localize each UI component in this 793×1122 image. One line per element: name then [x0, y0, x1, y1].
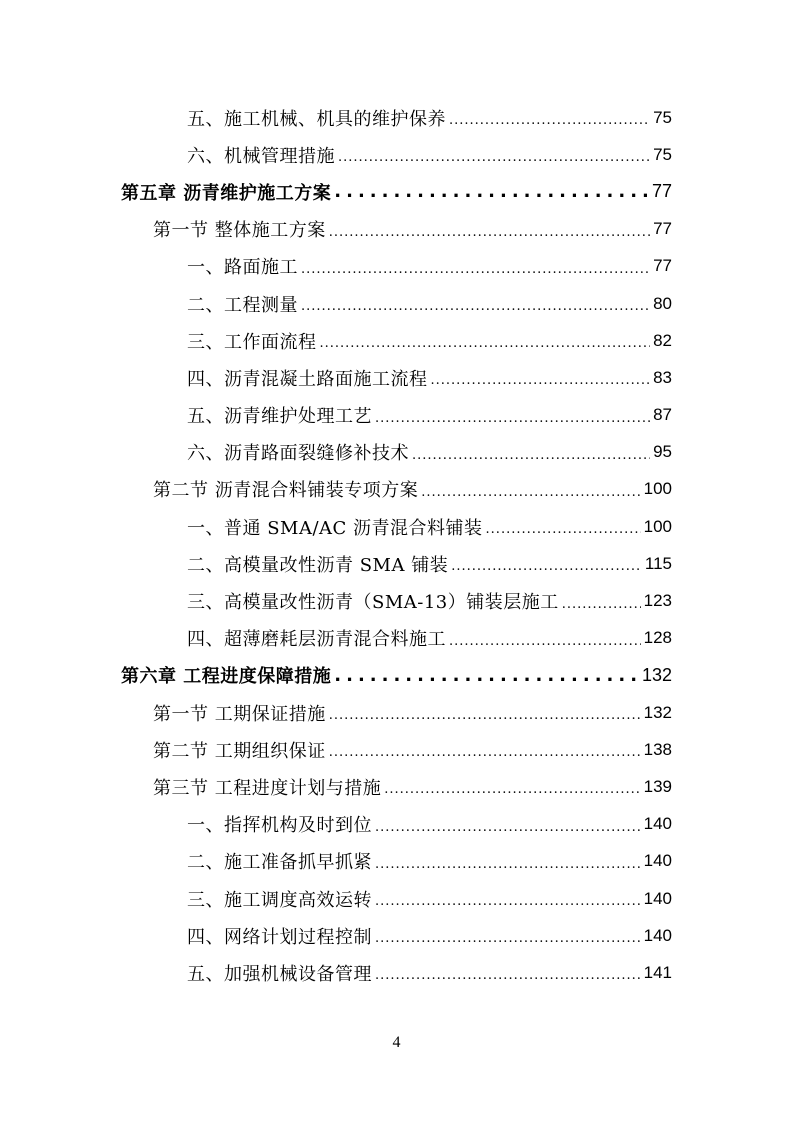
- toc-entry[interactable]: [0, 657, 793, 694]
- toc-entry-page: 140: [643, 851, 672, 871]
- dot-leader: [375, 894, 641, 909]
- toc-entry-page: 77: [653, 256, 672, 276]
- toc-entry-label: 六、机械管理措施: [187, 145, 335, 167]
- toc-entry-label: 五、施工机械、机具的维护保养: [187, 108, 446, 130]
- toc-entry-page: 140: [643, 814, 672, 834]
- dot-leader: [329, 225, 650, 240]
- toc-entry-page: 141: [643, 962, 672, 982]
- toc-entry[interactable]: [0, 508, 793, 545]
- toc-entry-label: 四、超薄磨耗层沥青混合料施工: [187, 629, 446, 651]
- dot-leader: [562, 597, 641, 612]
- toc-entry-label: 一、普通 SMA/AC 沥青混合料铺装: [187, 517, 483, 539]
- toc-entry-page: 132: [641, 664, 672, 685]
- toc-entry[interactable]: [0, 545, 793, 582]
- toc-entry-label: 一、指挥机构及时到位: [187, 815, 372, 837]
- dot-leader: [375, 931, 641, 946]
- toc-entry-page: 77: [651, 181, 672, 202]
- toc-entry-label: 五、沥青维护处理工艺: [187, 406, 372, 428]
- dot-leader: [449, 113, 650, 128]
- toc-entry-page: 100: [643, 479, 672, 499]
- toc-entry-page: 83: [653, 367, 672, 387]
- dot-leader: [486, 522, 641, 537]
- dot-leader: [320, 336, 651, 351]
- toc-entry-label: 第五章 沥青维护施工方案: [121, 182, 332, 204]
- dot-leader: [334, 181, 649, 202]
- dot-leader: [421, 485, 640, 500]
- toc-entry[interactable]: [0, 285, 793, 322]
- dot-leader: [375, 968, 641, 983]
- toc-entry[interactable]: [0, 768, 793, 805]
- toc-entry-label: 第二节 工期组织保证: [153, 740, 326, 762]
- toc-entry-label: 四、沥青混凝土路面施工流程: [187, 368, 428, 390]
- toc-entry-page: 140: [643, 888, 672, 908]
- toc-entry-page: 100: [643, 516, 672, 536]
- page-number: 4: [392, 1034, 401, 1051]
- toc-entry-label: 第二节 沥青混合料铺装专项方案: [153, 480, 419, 502]
- toc-entry-page: 82: [653, 330, 672, 350]
- toc-entry-page: 115: [644, 553, 672, 573]
- dot-leader: [301, 262, 650, 277]
- toc-entry-page: 75: [653, 107, 672, 127]
- toc-entry[interactable]: [0, 880, 793, 917]
- toc-entry-page: 128: [643, 628, 672, 648]
- toc-entry-page: 75: [653, 144, 672, 164]
- toc-entry[interactable]: [0, 248, 793, 285]
- dot-leader: [329, 708, 641, 723]
- toc-entry-label: 第一节 整体施工方案: [153, 220, 326, 242]
- toc-entry[interactable]: [0, 322, 793, 359]
- toc-entry-label: 一、路面施工: [187, 257, 298, 279]
- toc-entry-page: 132: [643, 702, 672, 722]
- toc-entry-label: 五、加强机械设备管理: [187, 963, 372, 985]
- toc-entry-label: 三、工作面流程: [187, 331, 317, 353]
- toc-entry[interactable]: [0, 917, 793, 954]
- toc-entry-label: 第三节 工程进度计划与措施: [153, 777, 382, 799]
- dot-leader: [375, 820, 641, 835]
- toc-entry-label: 三、高模量改性沥青（SMA-13）铺装层施工: [187, 592, 559, 614]
- dot-leader: [375, 857, 641, 872]
- dot-leader: [449, 634, 641, 649]
- toc-entry[interactable]: [0, 620, 793, 657]
- toc-entry-page: 140: [643, 925, 672, 945]
- toc-entry[interactable]: [0, 694, 793, 731]
- toc-entry[interactable]: [0, 434, 793, 471]
- toc-entry[interactable]: [0, 471, 793, 508]
- dot-leader: [412, 448, 650, 463]
- toc-entry[interactable]: [0, 99, 793, 136]
- table-of-contents: [0, 99, 793, 992]
- toc-entry-label: 第一节 工期保证措施: [153, 703, 326, 725]
- toc-entry[interactable]: [0, 582, 793, 619]
- toc-entry[interactable]: [0, 843, 793, 880]
- toc-entry[interactable]: [0, 731, 793, 768]
- dot-leader: [431, 373, 651, 388]
- toc-entry-label: 二、施工准备抓早抓紧: [187, 852, 372, 874]
- toc-entry[interactable]: [0, 397, 793, 434]
- toc-entry-page: 138: [643, 739, 672, 759]
- dot-leader: [334, 665, 639, 686]
- toc-entry[interactable]: [0, 806, 793, 843]
- toc-entry-page: 77: [653, 219, 672, 239]
- toc-entry[interactable]: [0, 954, 793, 991]
- toc-entry-label: 六、沥青路面裂缝修补技术: [187, 443, 409, 465]
- toc-entry[interactable]: [0, 211, 793, 248]
- dot-leader: [375, 411, 650, 426]
- toc-entry-page: 139: [643, 776, 672, 796]
- dot-leader: [329, 745, 641, 760]
- toc-entry[interactable]: [0, 173, 793, 210]
- toc-entry-label: 四、网络计划过程控制: [187, 926, 372, 948]
- toc-entry-label: 三、施工调度高效运转: [187, 889, 372, 911]
- toc-entry-label: 第六章 工程进度保障措施: [121, 666, 332, 688]
- toc-entry-page: 123: [643, 591, 672, 611]
- dot-leader: [301, 299, 650, 314]
- dot-leader: [338, 150, 650, 165]
- toc-entry[interactable]: [0, 136, 793, 173]
- toc-entry-label: 二、高模量改性沥青 SMA 铺装: [187, 554, 449, 576]
- toc-entry-page: 80: [653, 293, 672, 313]
- dot-leader: [384, 782, 640, 797]
- toc-entry[interactable]: [0, 359, 793, 396]
- toc-entry-page: 87: [653, 405, 672, 425]
- dot-leader: [451, 559, 642, 574]
- toc-entry-label: 二、工程测量: [187, 294, 298, 316]
- toc-entry-page: 95: [653, 442, 672, 462]
